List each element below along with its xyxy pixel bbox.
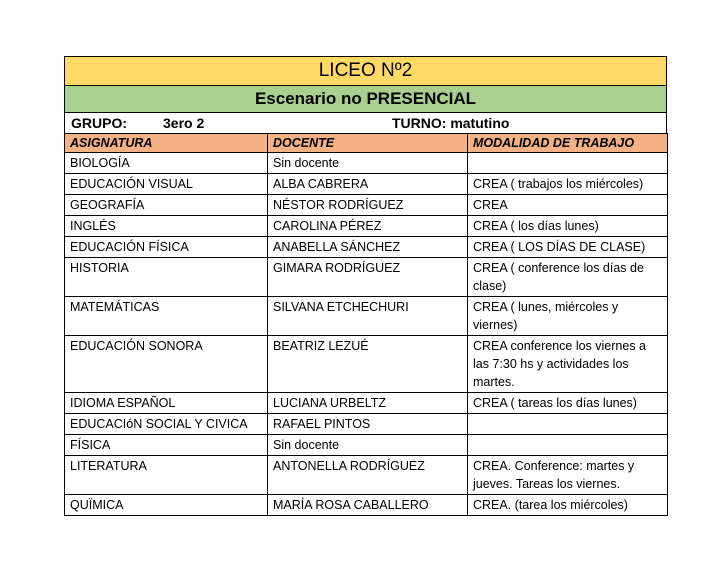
school-title: LICEO Nº2 <box>64 56 667 85</box>
subject-cell: EDUCACIÓN SONORA <box>65 336 268 393</box>
table-row <box>65 237 668 258</box>
teacher-cell: GIMARA RODRÍGUEZ <box>268 258 468 297</box>
table-row <box>65 456 668 495</box>
table-header-row <box>65 134 668 153</box>
modality-cell <box>468 414 668 435</box>
modality-cell: CREA ( tareas los días lunes) <box>468 393 668 414</box>
modality-cell: CREA. Conference: martes y jueves. Tareas los viernes. <box>468 456 668 495</box>
subject-cell: FÍSICA <box>65 435 268 456</box>
modality-cell <box>468 435 668 456</box>
subject-cell: HISTORIA <box>65 258 268 297</box>
table-row <box>65 258 668 297</box>
subject-cell: BIOLOGÍA <box>65 153 268 174</box>
group-info-row <box>64 112 667 133</box>
modality-cell: CREA. (tarea los miércoles) <box>468 495 668 516</box>
group-value: 3ero 2 <box>163 115 205 131</box>
subject-cell: EDUCACIóN SOCIAL Y CIVICA <box>65 414 268 435</box>
table-row <box>65 297 668 336</box>
modality-cell: CREA conference los viernes a las 7:30 hs y actividades los martes. <box>468 336 668 393</box>
shift-info: TURNO: matutino <box>392 115 510 131</box>
schedule-sheet <box>64 56 667 516</box>
column-header-teacher: DOCENTE <box>268 134 468 153</box>
subject-cell: MATEMÁTICAS <box>65 297 268 336</box>
modality-cell: CREA ( lunes, miércoles y viernes) <box>468 297 668 336</box>
table-row <box>65 153 668 174</box>
subject-cell: QUÏMICA <box>65 495 268 516</box>
subject-cell: EDUCACIÓN VISUAL <box>65 174 268 195</box>
table-row <box>65 414 668 435</box>
table-row <box>65 216 668 237</box>
modality-cell <box>468 153 668 174</box>
teacher-cell: RAFAEL PINTOS <box>268 414 468 435</box>
teacher-cell: ANTONELLA RODRÍGUEZ <box>268 456 468 495</box>
column-header-subject: ASIGNATURA <box>65 134 268 153</box>
subject-cell: IDIOMA ESPAÑOL <box>65 393 268 414</box>
teacher-cell: LUCIANA URBELTZ <box>268 393 468 414</box>
scenario-subtitle: Escenario no PRESENCIAL <box>64 85 667 112</box>
group-label: GRUPO: <box>71 115 127 131</box>
modality-cell: CREA ( los días lunes) <box>468 216 668 237</box>
table-row <box>65 336 668 393</box>
modality-cell: CREA <box>468 195 668 216</box>
teacher-cell: ALBA CABRERA <box>268 174 468 195</box>
teacher-cell: CAROLINA PÉREZ <box>268 216 468 237</box>
subject-cell: EDUCACIÓN FÍSICA <box>65 237 268 258</box>
teacher-cell: NÉSTOR RODRÍGUEZ <box>268 195 468 216</box>
subject-cell: GEOGRAFÍA <box>65 195 268 216</box>
teacher-cell: ANABELLA SÁNCHEZ <box>268 237 468 258</box>
subject-cell: LITERATURA <box>65 456 268 495</box>
modality-cell: CREA ( LOS DÍAS DE CLASE) <box>468 237 668 258</box>
table-row <box>65 495 668 516</box>
table-row <box>65 393 668 414</box>
teacher-cell: SILVANA ETCHECHURI <box>268 297 468 336</box>
teacher-cell: BEATRIZ LEZUÉ <box>268 336 468 393</box>
table-row <box>65 435 668 456</box>
teacher-cell: Sin docente <box>268 435 468 456</box>
teacher-cell: MARÍA ROSA CABALLERO <box>268 495 468 516</box>
modality-cell: CREA ( conference los días de clase) <box>468 258 668 297</box>
table-row <box>65 195 668 216</box>
modality-cell: CREA ( trabajos los miércoles) <box>468 174 668 195</box>
subjects-table <box>64 133 668 516</box>
table-row <box>65 174 668 195</box>
teacher-cell: Sin docente <box>268 153 468 174</box>
subject-cell: INGLÉS <box>65 216 268 237</box>
table-body <box>65 153 668 516</box>
column-header-modality: MODALIDAD DE TRABAJO <box>468 134 668 153</box>
